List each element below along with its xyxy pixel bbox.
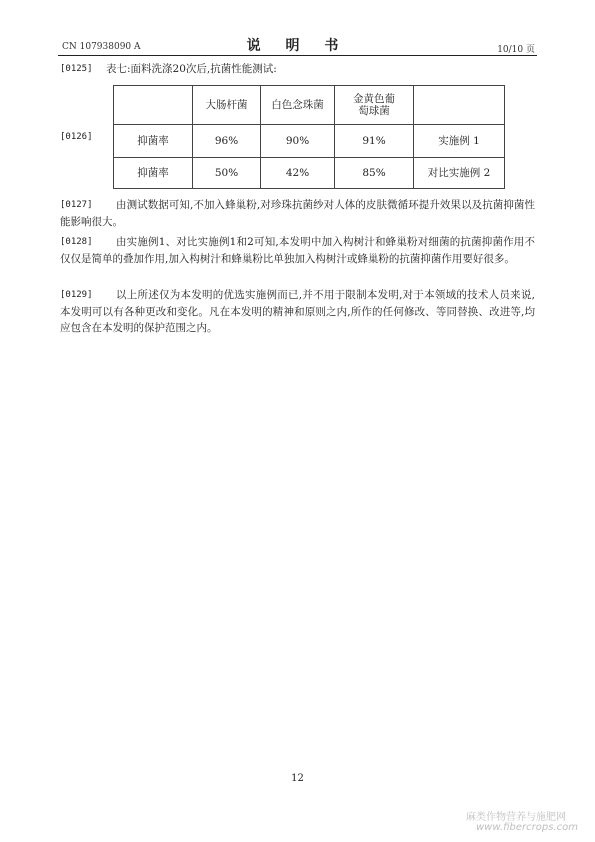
paragraph-number: [0128] (60, 237, 93, 247)
paragraph-text: 以上所述仅为本发明的优选实施例而已,并不用于限制本发明,对于本领域的技术人员来说,本发明可以有各种更改和变化。凡在本发明的精神和原则之内,所作的任何修改、等同替换、改进等,均应包含在本发明的保护范围之内。 (60, 289, 535, 334)
paragraph-number: [0129] (60, 290, 93, 300)
table-cell: 42% (261, 158, 335, 189)
table-cell: 实施例 1 (414, 125, 505, 158)
paragraph-0128 (60, 234, 535, 267)
table-cell: 抑菌率 (114, 158, 193, 189)
table-row (114, 125, 505, 158)
watermark-url: www.fibercrops.com (476, 822, 578, 833)
table-header-cell (414, 86, 505, 125)
paragraph-number: [0126] (60, 132, 93, 142)
paragraph-text: 由测试数据可知,不加入蜂巢粉,对珍珠抗菌纱对人体的皮肤微循环提升效果以及抗菌抑菌性能影响很大。 (60, 199, 535, 228)
table-cell: 50% (193, 158, 261, 189)
table-header-cell (114, 86, 193, 125)
page-title: 说 明 书 (246, 38, 349, 54)
table-header-row (114, 86, 505, 125)
table-cell: 对比实施例 2 (414, 158, 505, 189)
table-cell: 91% (335, 125, 414, 158)
paragraph-0127 (60, 197, 535, 230)
page-number: 12 (291, 773, 304, 784)
table-row (114, 158, 505, 189)
paragraph-number: [0125] (60, 64, 93, 74)
doc-number: CN 107938090 A (62, 42, 141, 52)
table-header-cell: 大肠杆菌 (193, 86, 261, 125)
paragraph-0125 (60, 61, 535, 78)
page-count: 10/10 页 (497, 45, 535, 55)
table-header-cell: 金黄色葡萄球菌 (335, 86, 414, 125)
paragraph-0129 (60, 287, 535, 337)
antibacterial-table (113, 85, 505, 189)
table-cell: 96% (193, 125, 261, 158)
paragraph-text: 表七:面料洗涤20次后,抗菌性能测试: (106, 63, 277, 75)
watermark-text: 麻类作物营养与施肥网 (466, 812, 566, 823)
paragraph-number: [0127] (60, 200, 93, 210)
header-divider (58, 55, 537, 56)
table-cell: 90% (261, 125, 335, 158)
paragraph-text: 由实施例1、对比实施例1和2可知,本发明中加入构树汁和蜂巢粉对细菌的抗菌抑菌作用不仅仅是简单的叠加作用,加入构树汁和蜂巢粉比单独加入构树汁或蜂巢粉的抗菌抑菌作用要好很多。 (60, 236, 535, 265)
table-header-cell: 白色念珠菌 (261, 86, 335, 125)
table-cell: 抑菌率 (114, 125, 193, 158)
table-cell: 85% (335, 158, 414, 189)
